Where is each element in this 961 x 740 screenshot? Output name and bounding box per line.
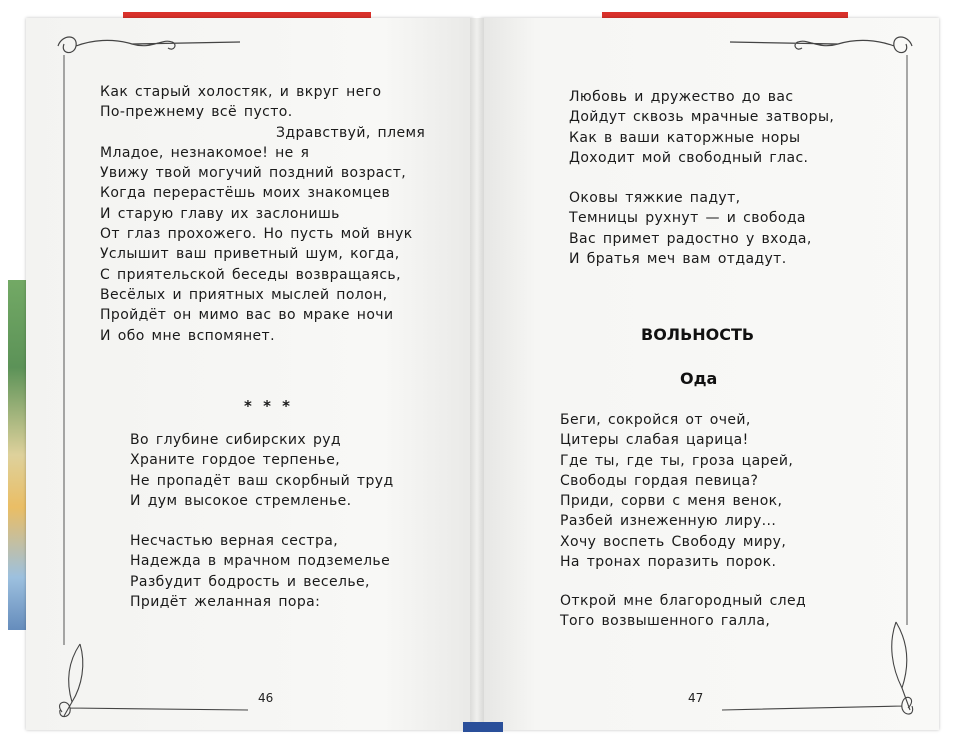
book-cover-edge bbox=[8, 280, 28, 630]
poem-line: И дум высокое стремленье. bbox=[130, 492, 352, 509]
poem-line: С приятельской беседы возвращаясь, bbox=[100, 266, 401, 283]
poem-line: Беги, сокройся от очей, bbox=[560, 412, 751, 428]
right-stanza-1 bbox=[569, 87, 899, 168]
poem-line: Не пропадёт ваш скорбный труд bbox=[130, 472, 394, 489]
poem-line: И старую главу их заслонишь bbox=[100, 205, 340, 222]
poem-line: Того возвышенного галла, bbox=[560, 613, 771, 630]
poem-line: На тронах поразить порок. bbox=[560, 554, 777, 571]
page-number-left: 46 bbox=[258, 691, 274, 705]
poem-line: И обо мне вспомянет. bbox=[100, 327, 275, 344]
poem-line: Как в ваши каторжные норы bbox=[569, 129, 801, 146]
poem-line: Во глубине сибирских руд bbox=[130, 432, 342, 448]
poem-line: От глаз прохожего. Но пусть мой внук bbox=[100, 226, 413, 243]
quill-bottom-left-icon bbox=[50, 642, 250, 722]
poem-line: Несчастью верная сестра, bbox=[130, 533, 339, 549]
bookmark-ribbon bbox=[463, 722, 503, 732]
poem-line: По-прежнему всё пусто. bbox=[100, 104, 293, 121]
poem-line: Доходит мой свободный глас. bbox=[569, 149, 809, 166]
poem-line: Весёлых и приятных мыслей полон, bbox=[100, 286, 388, 303]
right-stanza-4 bbox=[560, 591, 900, 632]
poem-line: Как старый холостяк, и вкруг него bbox=[100, 84, 382, 100]
poem-line: Храните гордое терпенье, bbox=[130, 452, 341, 469]
poem-line: Темницы рухнут — и свобода bbox=[569, 210, 806, 227]
poem-title: ВОЛЬНОСТЬ bbox=[641, 325, 755, 344]
poem-line: Увижу твой могучий поздний возраст, bbox=[100, 165, 407, 182]
left-stanza-2 bbox=[130, 430, 430, 511]
poem-line: Любовь и дружество до вас bbox=[569, 89, 794, 105]
poem-line: Цитеры слабая царица! bbox=[560, 432, 749, 449]
poem-line: Придёт желанная пора: bbox=[130, 593, 321, 610]
poem-line: Дойдут сквозь мрачные затворы, bbox=[569, 109, 835, 126]
poem-line: Когда перерастёшь моих знакомцев bbox=[100, 185, 391, 202]
frame-line-right-icon bbox=[905, 55, 909, 625]
poem-line: Младое, незнакомое! не я bbox=[100, 144, 310, 161]
left-stanza-1 bbox=[100, 82, 440, 346]
flourish-top-right-icon bbox=[728, 32, 918, 60]
section-separator: * * * bbox=[244, 397, 293, 415]
poem-line: Вас примет радостно у входа, bbox=[569, 230, 812, 247]
frame-line-left-icon bbox=[62, 55, 66, 645]
poem-line: Хочу воспеть Свободу миру, bbox=[560, 533, 787, 550]
page-number-right: 47 bbox=[688, 691, 704, 705]
book-gutter bbox=[470, 18, 484, 730]
right-stanza-2 bbox=[569, 188, 899, 269]
poem-line: Приди, сорви с меня венок, bbox=[560, 493, 783, 510]
quill-bottom-right-icon bbox=[720, 620, 920, 720]
poem-line: Открой мне благородный след bbox=[560, 593, 807, 609]
poem-line: Разбей изнеженную лиру... bbox=[560, 513, 777, 530]
poem-line: Здравствуй, племя bbox=[276, 124, 426, 141]
flourish-top-left-icon bbox=[52, 32, 242, 60]
right-stanza-3 bbox=[560, 410, 900, 572]
left-stanza-3 bbox=[130, 531, 430, 612]
poem-line: Оковы тяжкие падут, bbox=[569, 190, 741, 206]
poem-line: Свободы гордая певица? bbox=[560, 472, 759, 489]
poem-line: Разбудит бодрость и веселье, bbox=[130, 573, 370, 590]
poem-line: Где ты, где ты, гроза царей, bbox=[560, 452, 794, 469]
poem-subtitle: Ода bbox=[680, 369, 718, 388]
poem-line: И братья меч вам отдадут. bbox=[569, 250, 787, 267]
poem-line: Надежда в мрачном подземелье bbox=[130, 553, 391, 570]
poem-line: Услышит ваш приветный шум, когда, bbox=[100, 246, 400, 263]
poem-line: Пройдёт он мимо вас во мраке ночи bbox=[100, 307, 394, 324]
